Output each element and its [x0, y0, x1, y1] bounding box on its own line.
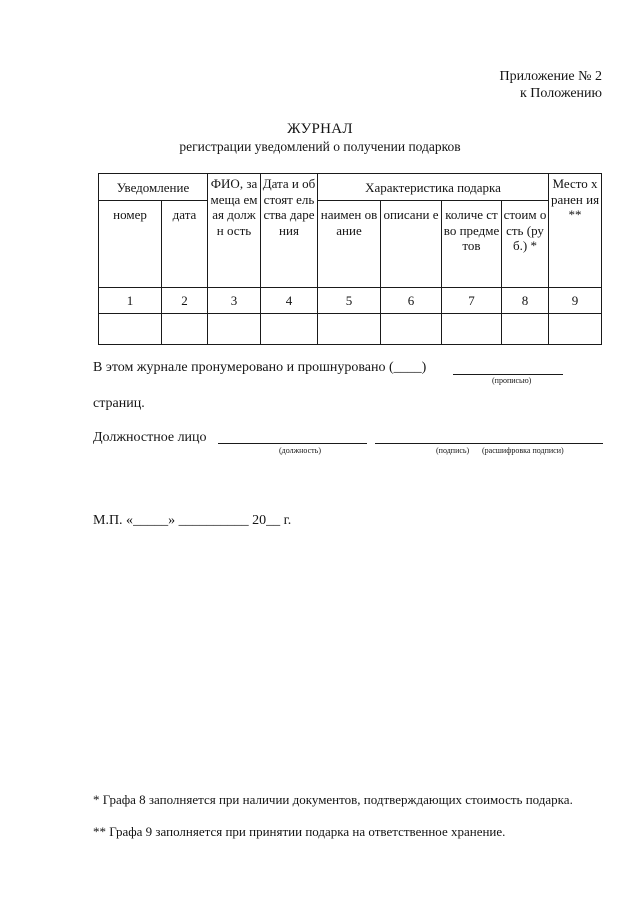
header-date-circumstances: Дата и обстоят ельства дарения [261, 174, 318, 288]
header-storage-place: Место хранен ия ** [549, 174, 602, 288]
column-number: 6 [381, 288, 442, 314]
mp-year-prefix: 20 [252, 513, 267, 528]
numbered-count-blank: ____ [393, 360, 422, 375]
position-caption: (должность) [279, 446, 321, 455]
column-number: 1 [99, 288, 162, 314]
register-table [98, 173, 602, 345]
appendix-caption [500, 68, 603, 102]
column-number: 5 [318, 288, 381, 314]
pages-word: страниц. [93, 396, 145, 411]
header-row-1 [99, 174, 602, 201]
seal-date-line [93, 512, 291, 529]
mp-prefix: М.П. « [93, 513, 134, 528]
mp-close: » [168, 513, 176, 528]
header-number: номер [99, 201, 162, 288]
table-cell [261, 314, 318, 345]
table-cell [502, 314, 549, 345]
table-cell [381, 314, 442, 345]
header-row-2 [99, 201, 602, 288]
column-number: 4 [261, 288, 318, 314]
official-label: Должностное лицо [93, 430, 207, 445]
footnote-1: * Графа 8 заполняется при наличии документов, подтверждающих стоимость подарка. [93, 792, 573, 807]
header-fio: ФИО, замеща емая должн ость [208, 174, 261, 288]
header-cost: стоим ость (руб.) * [502, 201, 549, 288]
mp-month-blank: __________ [178, 513, 249, 528]
table-cell [162, 314, 208, 345]
mp-day-blank: _____ [133, 513, 169, 528]
table-cell [318, 314, 381, 345]
header-gift-characteristics: Характеристика подарка [318, 174, 549, 201]
signature-underline [375, 429, 603, 444]
position-underline [218, 429, 367, 444]
numbered-prefix: В этом журнале пронумеровано и прошнуровано ( [93, 360, 394, 375]
column-number: 2 [162, 288, 208, 314]
mp-year-blank: __ [266, 513, 281, 528]
header-quantity: количе ство предме тов [442, 201, 502, 288]
column-number: 7 [442, 288, 502, 314]
document-title [0, 121, 640, 155]
column-number: 8 [502, 288, 549, 314]
appendix-line-2: к Положению [519, 86, 602, 101]
table-cell [99, 314, 162, 345]
header-name: наимен ование [318, 201, 381, 288]
column-number: 9 [549, 288, 602, 314]
title-main: ЖУРНАЛ [287, 121, 353, 137]
footnote-2: ** Графа 9 заполняется при принятии подарка на ответственное хранение. [93, 824, 506, 839]
appendix-line-1: Приложение № 2 [499, 69, 602, 84]
numbered-close: ) [421, 360, 427, 375]
pages-in-words-underline [453, 359, 563, 375]
propisyu-caption: (прописью) [492, 376, 532, 385]
table-cell [549, 314, 602, 345]
table-cell [208, 314, 261, 345]
empty-entry-row [99, 314, 602, 345]
header-notification: Уведомление [99, 174, 208, 201]
column-number: 3 [208, 288, 261, 314]
title-sub: регистрации уведомлений о получении подарков [179, 139, 461, 154]
column-numbers-row [99, 288, 602, 314]
decode-caption: (расшифровка подписи) [482, 446, 564, 455]
table-cell [442, 314, 502, 345]
signature-caption: (подпись) [436, 446, 470, 455]
numbered-pages-line [93, 359, 426, 376]
mp-suffix: г. [283, 513, 292, 528]
header-date: дата [162, 201, 208, 288]
header-description: описани е [381, 201, 442, 288]
